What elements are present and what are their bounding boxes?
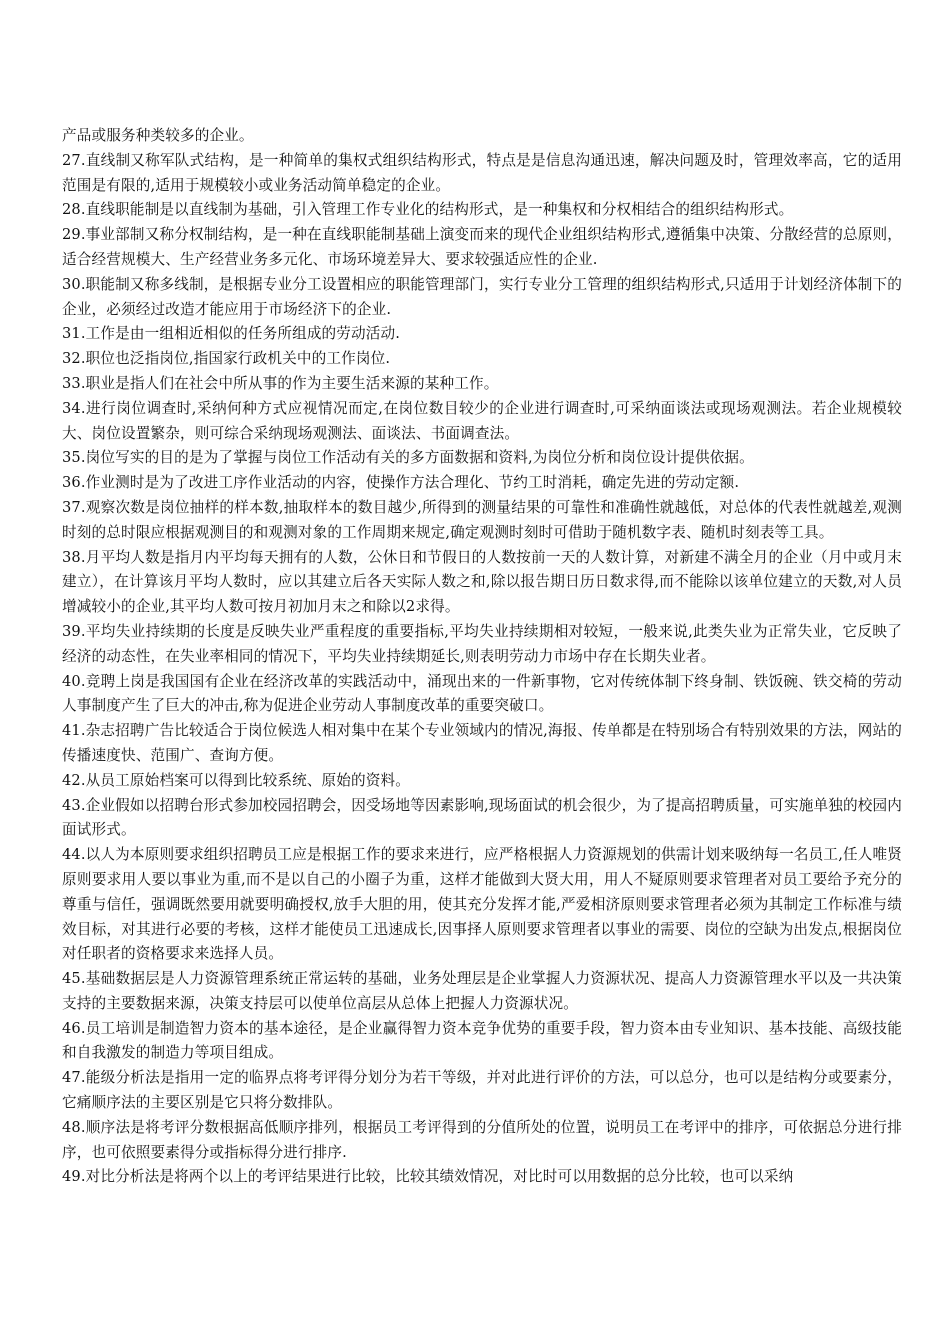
paragraph-33: 33.职业是指人们在社会中所从事的作为主要生活来源的某种工作。 (62, 374, 499, 392)
paragraph-36: 36.作业测时是为了改进工序作业活动的内容，使操作方法合理化、节约工时消耗，确定先进的劳动定额. (62, 474, 740, 492)
paragraph-continuation: 产品或服务种类较多的企业。 (62, 127, 254, 144)
paragraph-49: 49.对比分析法是将两个以上的考评结果进行比较，比较其绩效情况，对比时可以用数据的总分比较，也可以采纳 (62, 1168, 794, 1186)
paragraph-45: 45.基础数据层是人力资源管理系统正常运转的基础，业务处理层是企业掌握人力资源状况、提高人力资源管理水平以及一共决策支持的主要数据来源，决策支持层可以使单位高层从总体上把握人力资源状况。 (62, 970, 902, 1012)
paragraph-32: 32.职位也泛指岗位,指国家行政机关中的工作岗位. (62, 350, 391, 368)
paragraph-39: 39.平均失业持续期的长度是反映失业严重程度的重要指标,平均失业持续期相对较短，一般来说,此类失业为正常失业，它反映了经济的动态性，在失业率相同的情况下，平均失业持续期延长,则表明劳动力市场中存在长期失业者。 (62, 622, 902, 665)
paragraph-41: 41.杂志招聘广告比较适合于岗位候选人相对集中在某个专业领域内的情况,海报、传单都是在特别场合有特别效果的方法，网站的传播速度快、范围广、查询方便。 (62, 722, 902, 764)
paragraph-31: 31.工作是由一组相近相似的任务所组成的劳动活动. (62, 325, 401, 343)
paragraph-35: 35.岗位写实的目的是为了掌握与岗位工作活动有关的多方面数据和资料,为岗位分析和岗位设计提供依据。 (62, 449, 754, 467)
paragraph-42: 42.从员工原始档案可以得到比较系统、原始的资料。 (62, 771, 411, 789)
paragraph-47: 47.能级分析法是指用一定的临界点将考评得分划分为若干等级，并对此进行评价的方法，可以总分，也可以是结构分或要素分，它痛顺序法的主要区别是它只将分数排队。 (62, 1069, 902, 1112)
paragraph-30: 30.职能制又称多线制，是根据专业分工设置相应的职能管理部门，实行专业分工管理的组织结构形式,只适用于计划经济体制下的企业，必须经过改造才能应用于市场经济下的企业. (62, 275, 902, 318)
paragraph-38: 38.月平均人数是指月内平均每天拥有的人数，公休日和节假日的人数按前一天的人数计算，对新建不满全月的企业（月中或月末建立），在计算该月平均人数时，应以其建立后各天实际人数之和,除以报告期日历日数求得,而不能除以该单位建立的天数,对人员增减较小的企业,其平均人数可按月初加月末之和除以2求得。 (62, 548, 902, 616)
paragraph-43: 43.企业假如以招聘台形式参加校园招聘会，因受场地等因素影响,现场面试的机会很少，为了提高招聘质量，可实施单独的校园内面试形式。 (62, 796, 902, 839)
paragraph-28: 28.直线职能制是以直线制为基础，引入管理工作专业化的结构形式，是一种集权和分权相结合的组织结构形式。 (62, 201, 794, 219)
paragraph-44: 44.以人为本原则要求组织招聘员工应是根据工作的要求来进行，应严格根据人力资源规划的供需计划来吸纳每一名员工,任人唯贤原则要求用人要以事业为重,而不是以自己的小圈子为重，这样才能做到大贤大用，用人不疑原则要求管理者对员工要给予充分的尊重与信任，强调既然要用就要明确授权,放手大胆的用，使其充分发挥才能,严爱相济原则要求管理者必须为其制定工作标准与绩效目标，对其进行必要的考核，这样才能使员工迅速成长,因事择人原则要求管理者以事业的需要、岗位的空缺为出发点,根据岗位对任职者的资格要求来选择人员。 (62, 846, 902, 963)
paragraph-34: 34.进行岗位调查时,采纳何种方式应视情况而定,在岗位数目较少的企业进行调查时,可采纳面谈法或现场观测法。若企业规模较大、岗位设置繁杂，则可综合采纳现场观测法、面谈法、书面调查法。 (62, 399, 902, 442)
paragraph-27: 27.直线制又称军队式结构，是一种简单的集权式组织结构形式，特点是是信息沟通迅速，解决问题及时，管理效率高，它的适用范围是有限的,适用于规模较小或业务活动简单稳定的企业。 (62, 151, 902, 194)
paragraph-46: 46.员工培训是制造智力资本的基本途径，是企业赢得智力资本竞争优势的重要手段，智力资本由专业知识、基本技能、高级技能和自我激发的制造力等项目组成。 (62, 1019, 902, 1062)
paragraph-37: 37.观察次数是岗位抽样的样本数,抽取样本的数目越少,所得到的测量结果的可靠性和准确性就越低，对总体的代表性就越差,观测时刻的总时限应根据观测目的和观测对象的工作周期来规定,确定观测时刻时可借助于随机数字表、随机时刻表等工具。 (62, 498, 902, 541)
paragraph-29: 29.事业部制又称分权制结构，是一种在直线职能制基础上演变而来的现代企业组织结构形式,遵循集中决策、分散经营的总原则，适合经营规模大、生产经营业务多元化、市场环境差异大、要求较强适应性的企业. (62, 226, 902, 268)
paragraph-40: 40.竞聘上岗是我国国有企业在经济改革的实践活动中，涌现出来的一件新事物，它对传统体制下终身制、铁饭碗、铁交椅的劳动人事制度产生了巨大的冲击,称为促进企业劳动人事制度改革的重要突破口。 (62, 672, 902, 715)
document-body (62, 124, 902, 1190)
paragraph-48: 48.顺序法是将考评分数根据高低顺序排列，根据员工考评得到的分值所处的位置，说明员工在考评中的排序，可依据总分进行排序，也可依照要素得分或指标得分进行排序. (62, 1118, 902, 1161)
